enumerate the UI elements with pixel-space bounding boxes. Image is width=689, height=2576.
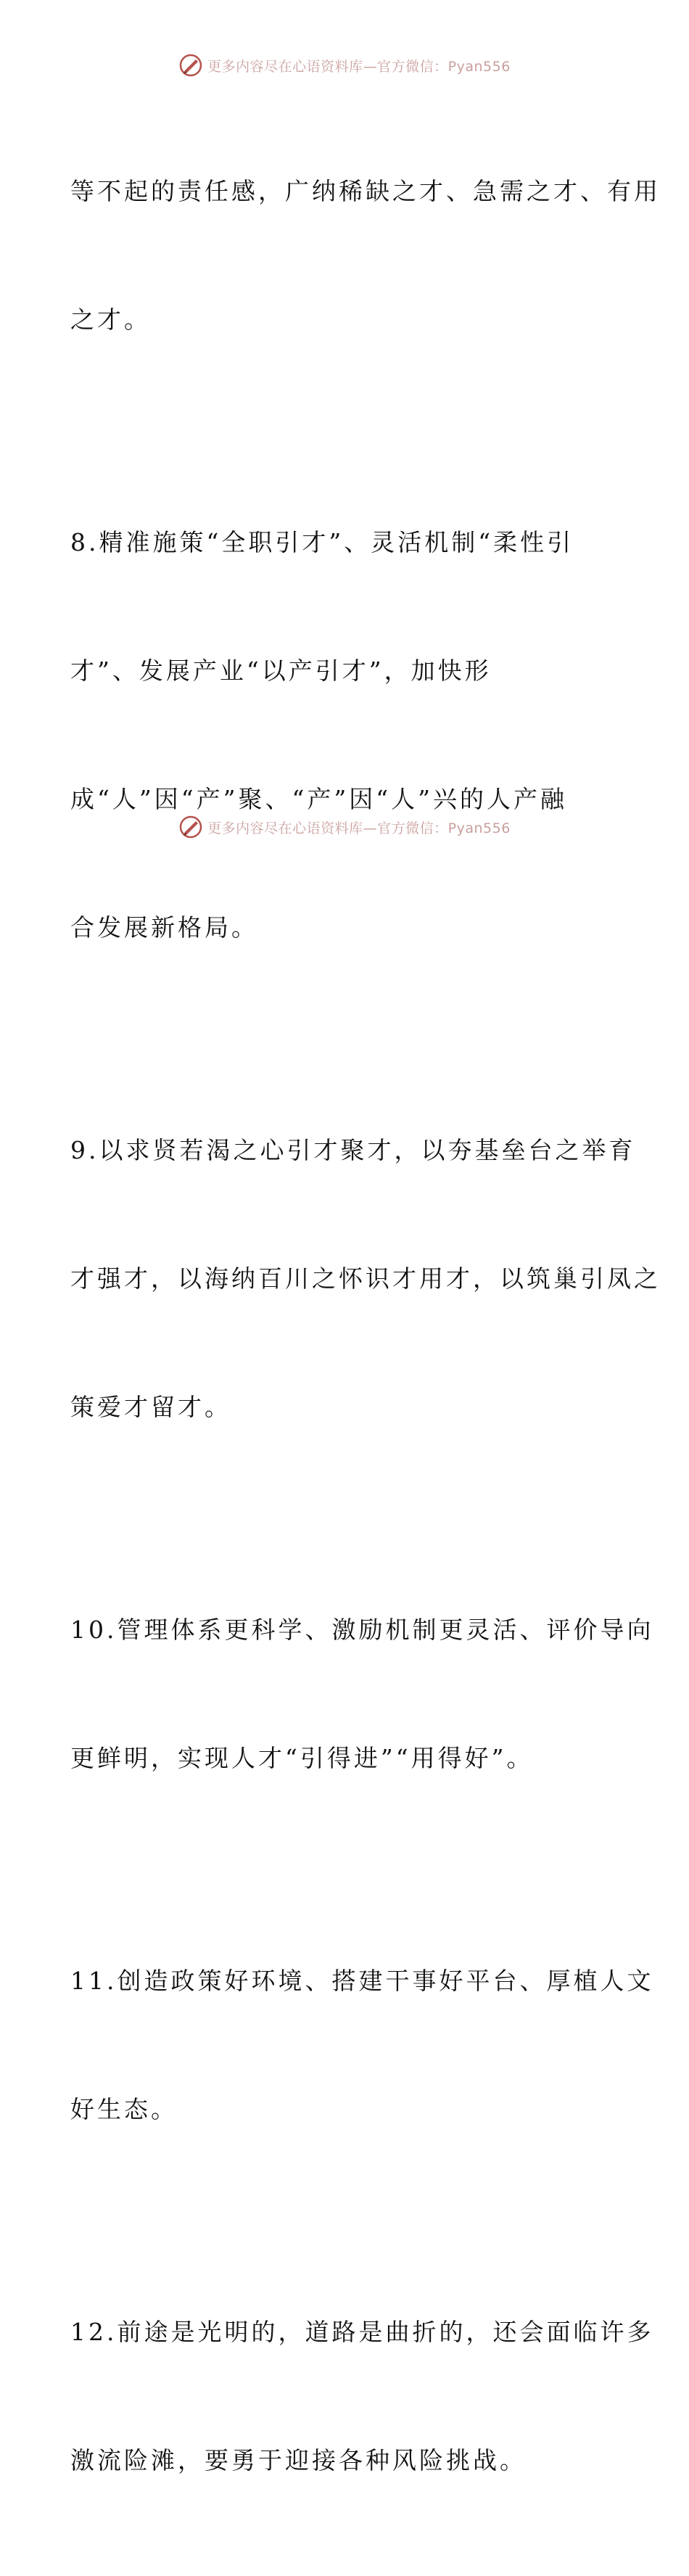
text-line: 8.精准施策“全职引才”、灵活机制“柔性引 <box>70 528 574 556</box>
text-line: 策爱才留才。 <box>70 1393 231 1421</box>
paragraph <box>70 1523 654 1865</box>
document-body <box>70 84 661 2576</box>
pen-logo-icon <box>178 815 203 839</box>
text-line: 更鲜明，实现人才“引得进”“用得好”。 <box>70 1744 534 1772</box>
text-line: 激流险滩，要勇于迎接各种风险挑战。 <box>70 2446 527 2474</box>
pen-logo-icon <box>178 53 203 78</box>
text-line: 9.以求贤若渴之心引才聚才，以夯基垒台之举育 <box>70 1136 636 1164</box>
text-line: 10.管理体系更科学、激励机制更灵活、评价导向 <box>70 1616 654 1644</box>
paragraph <box>70 2225 654 2567</box>
paragraph <box>70 1043 661 1514</box>
text-line: 12.前途是光明的，道路是曲折的，还会面临许多 <box>70 2318 654 2346</box>
paragraph <box>70 84 661 427</box>
header-banner <box>0 51 689 80</box>
text-line: 才”、发展产业“以产引才”，加快形 <box>70 657 492 685</box>
paragraph <box>70 1874 654 2216</box>
text-line: 之才。 <box>70 305 151 334</box>
text-line: 才强才，以海纳百川之怀识才用才，以筑巢引凤之 <box>70 1264 661 1293</box>
paragraph <box>70 435 622 1034</box>
footer-banner-text: 更多内容尽在心语资料库—官方微信：Pyan556 <box>207 820 511 836</box>
footer-banner <box>0 812 689 841</box>
header-banner-text: 更多内容尽在心语资料库—官方微信：Pyan556 <box>207 58 511 75</box>
text-line: 好生态。 <box>70 2095 178 2123</box>
text-line: 11.创造政策好环境、搭建干事好平台、厚植人文 <box>70 1967 654 1995</box>
text-line: 合发展新格局。 <box>70 913 258 942</box>
text-line: 成“人”因“产”聚、“产”因“人”兴的人产融 <box>70 785 567 813</box>
text-line: 等不起的责任感，广纳稀缺之才、急需之才、有用 <box>70 177 661 205</box>
